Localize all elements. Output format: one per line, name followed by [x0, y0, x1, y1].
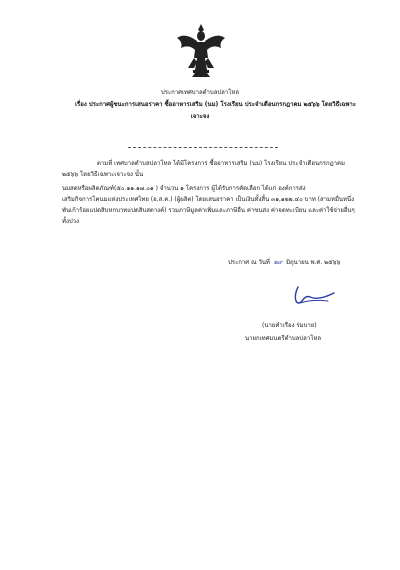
paragraph-2-line-1: นมสดหรือผลิตภัณฑ์(๕๐.๑๑.๑๗.๐๑ ) จำนวน ๑ โครงการ ผู้ได้รับการคัดเลือก ได้แก่ องค์การส่ง	[62, 185, 306, 192]
date-prefix: ประกาศ ณ วันที่	[228, 259, 270, 266]
garuda-emblem-icon	[175, 22, 227, 78]
signature-mark	[288, 283, 340, 309]
paragraph-1-line-1: ตามที่ เทศบาลตำบลปลาโหล ได้มีโครงการ ซื้ออาหารเสริม (นม) โรงเรียน ประจำเดือนกรกฎาคม	[97, 160, 345, 167]
divider	[128, 147, 278, 148]
subject-line-1: เรื่อง ประกาศผู้ชนะการเสนอราคา ซื้ออาหารเสริม (นม) โรงเรียน ประจำเดือนกรกฎาคม ๒๕๖๖ โดยวิธีเฉพาะ	[75, 101, 357, 108]
subject-line-2: เจาะจง	[190, 113, 210, 120]
signatory-position: นายกเทศมนตรีตำบลปลาโหล	[245, 335, 322, 342]
paragraph-2-line-4: ทั้งปวง	[62, 218, 79, 225]
paragraph-1-line-2: ๒๕๖๖ โดยวิธีเฉพาะเจาะจง นั้น	[62, 171, 144, 178]
date-rest: มิถุนายน พ.ศ. ๒๕๖๖	[286, 259, 341, 266]
signatory-name: (นายคำเรือง ร่มบาย)	[262, 322, 317, 329]
date-line	[228, 259, 340, 267]
date-day: ๒๙	[273, 259, 283, 266]
paragraph-2-line-3: พันเก้าร้อยแปดสิบหกบาทแปดสิบสตางค์) รวมภาษีมูลค่าเพิ่มและภาษีอื่น ค่าขนส่ง ค่าจดทะเบียน และค่าใช้จ่ายอื่นๆ	[62, 207, 355, 214]
paragraph-2-line-2: เสริมกิจการโคนมแห่งประเทศไทย (อ.ส.ค.) (ผู้ผลิต) โดยเสนอราคา เป็นเงินทั้งสิ้น ๓๑,๑๒๒.๔๐ บาท (สามหมื่นหนึ่ง	[62, 196, 355, 203]
document-title: ประกาศเทศบาลตำบลปลาโหล	[160, 89, 240, 96]
